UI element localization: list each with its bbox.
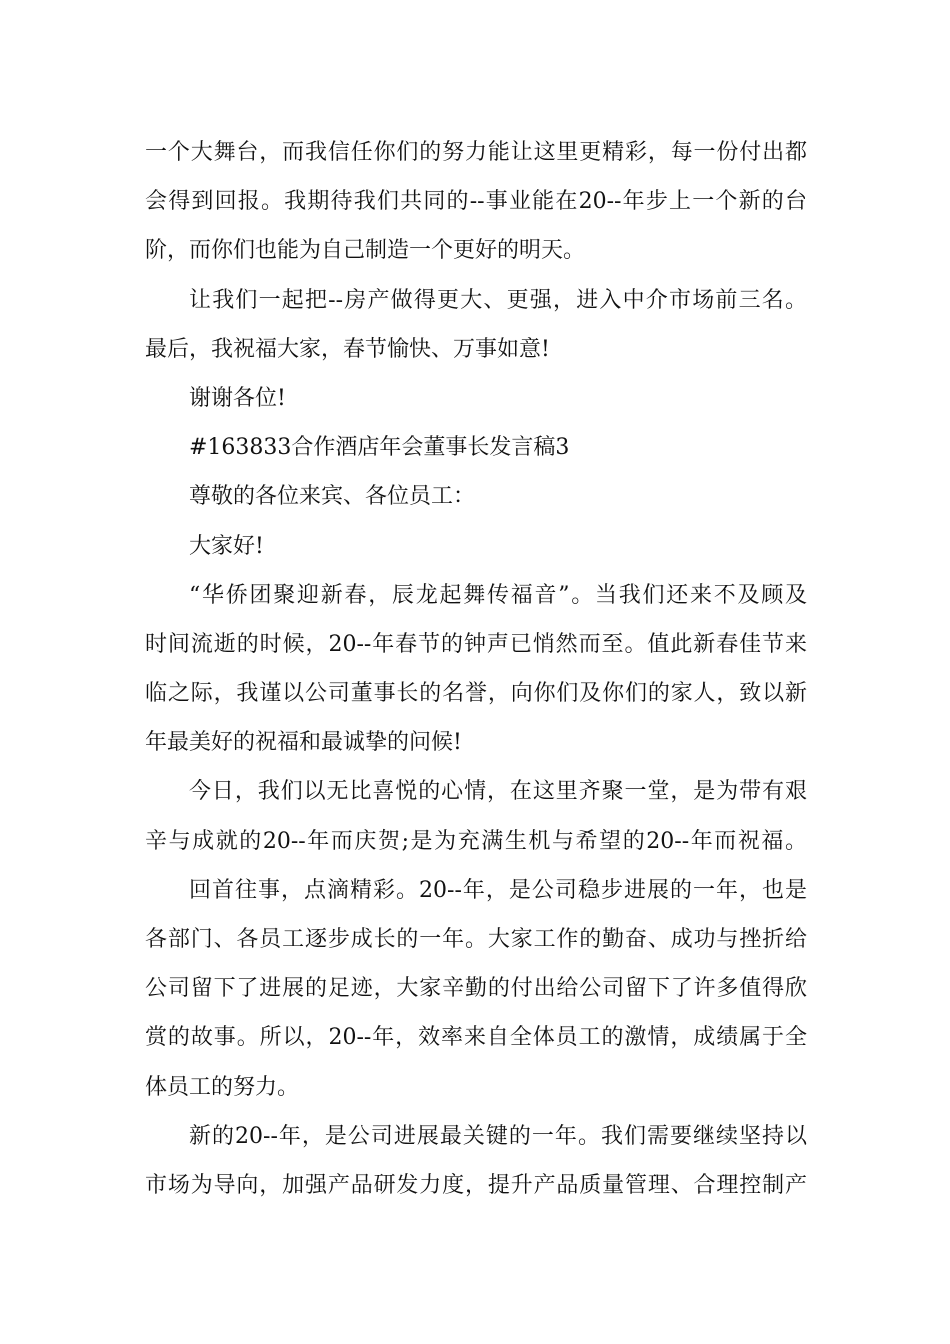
text-line: 新的20--年，是公司进展最关键的一年。我们需要继续坚持以 (189, 1123, 807, 1149)
text-line: 会得到回报。我期待我们共同的--事业能在20--年步上一个新的台 (145, 189, 807, 215)
text-line: 一个大舞台，而我信任你们的努力能让这里更精彩，每一份付出都 (145, 140, 807, 165)
text-line: 最后，我祝福大家，春节愉快、万事如意! (145, 336, 550, 362)
text-line: “华侨团聚迎新春，辰龙起舞传福音”。当我们还来不及顾及 (189, 582, 807, 608)
text-line: 辛与成就的20--年而庆贺;是为充满生机与希望的20--年而祝福。 (145, 828, 807, 854)
text-line: 公司留下了进展的足迹，大家辛勤的付出给公司留下了许多值得欣 (145, 976, 807, 1002)
text-line: 阶，而你们也能为自己制造一个更好的明天。 (145, 238, 586, 264)
document-body (145, 128, 807, 1210)
salutation: 尊敬的各位来宾、各位员工： (189, 484, 476, 510)
text-line: 赏的故事。所以，20--年，效率来自全体员工的激情，成绩属于全 (145, 1025, 807, 1051)
text-line: 体员工的努力。 (145, 1074, 300, 1100)
text-line: 市场为导向，加强产品研发力度，提升产品质量管理、合理控制产 (145, 1172, 807, 1198)
text-line: 年最美好的祝福和最诚挚的问候! (145, 730, 462, 756)
text-line: 时间流逝的时候，20--年春节的钟声已悄然而至。值此新春佳节来 (145, 631, 807, 657)
section-heading: #163833合作酒店年会董事长发言稿3 (189, 435, 570, 461)
text-line: 让我们一起把--房产做得更大、更强，进入中介市场前三名。 (189, 287, 807, 313)
text-line: 今日，我们以无比喜悦的心情，在这里齐聚一堂，是为带有艰 (189, 779, 807, 805)
text-line: 各部门、各员工逐步成长的一年。大家工作的勤奋、成功与挫折给 (145, 927, 807, 952)
greeting: 大家好! (189, 533, 264, 559)
text-line: 临之际，我谨以公司董事长的名誉，向你们及你们的家人，致以新 (145, 681, 807, 707)
text-line: 回首往事，点滴精彩。20--年，是公司稳步进展的一年，也是 (189, 877, 807, 903)
text-line: 谢谢各位! (189, 385, 286, 411)
